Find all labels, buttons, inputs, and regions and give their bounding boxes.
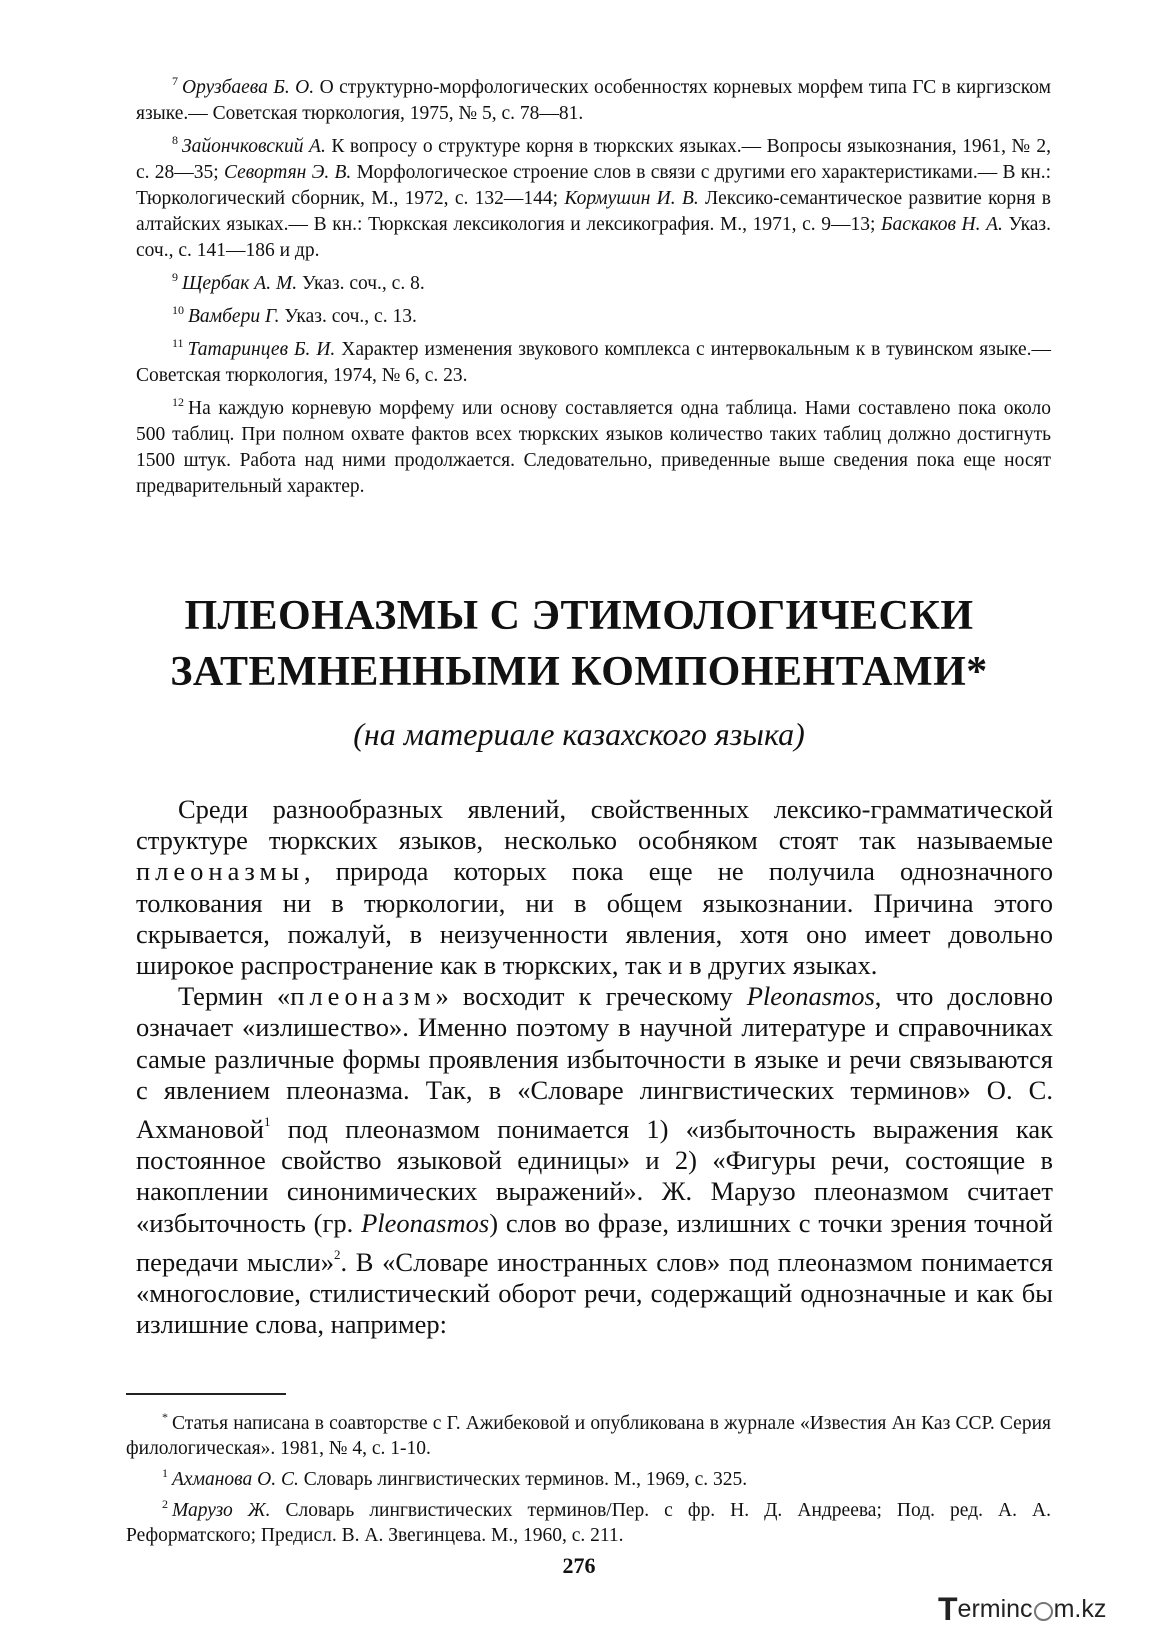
footnote-author: Ахманова О. С. xyxy=(172,1469,299,1490)
body-text: » восходит к греческому xyxy=(435,981,747,1012)
watermark-logo xyxy=(938,1591,1107,1627)
footnote-author: Татаринцев Б. И. xyxy=(187,339,336,360)
footnote-author: Севортян Э. В. xyxy=(224,162,352,183)
footnote-author: Щербак А. М. xyxy=(182,273,298,294)
footnote-author: Баскаков Н. А. xyxy=(881,214,1003,235)
footnote xyxy=(136,68,1051,127)
article-body xyxy=(136,794,1053,1340)
footnote xyxy=(126,1405,1051,1461)
footnote-number: 11 xyxy=(172,336,184,350)
article-title-line-1: ПЛЕОНАЗМЫ С ЭТИМОЛОГИЧЕСКИ xyxy=(184,593,974,639)
footnote-text: На каждую корневую морфему или основу составляется одна таблица. Нами составлено пока около 500 таблиц. При полном охвате фактов всех тюркских языков количество таких таблиц должно достигнуть 1500 штук. Работа над ними продолжается. Следовательно, приведенные выше сведения пока еще носят предварительный характер. xyxy=(136,398,1051,497)
footnote-text: Указ. соч., с. 141—186 и др. xyxy=(136,214,1051,261)
footnote xyxy=(136,389,1051,500)
footnote xyxy=(126,1461,1051,1492)
footnote xyxy=(126,1492,1051,1548)
footnote-number: 1 xyxy=(162,1466,168,1480)
footnote-number: * xyxy=(162,1410,168,1424)
body-text: Pleonasmos xyxy=(746,981,875,1012)
body-text: Термин « xyxy=(178,981,291,1012)
footnote-author: Орузбаева Б. О. xyxy=(182,77,315,98)
footnote-reference: 2 xyxy=(333,1246,341,1262)
article-title-line-2: ЗАТЕМНЕННЫМИ КОМПОНЕНТАМИ* xyxy=(170,649,988,695)
body-text: Pleonasmos xyxy=(361,1207,490,1238)
emphasized-term: плеоназм xyxy=(290,981,436,1012)
watermark-letter: T xyxy=(938,1591,958,1627)
footnote-author: Вамбери Г. xyxy=(188,306,280,327)
footnotes-bottom xyxy=(126,1405,1051,1548)
footnote xyxy=(136,127,1051,264)
footnote-text: К вопросу о структуре корня в тюркских языках.— Вопросы языкознания, 1961, № 2, с. 28—35; xyxy=(136,136,1051,183)
footnote-number: 8 xyxy=(172,133,178,147)
footnote-text: Характер изменения звукового комплекса с интервокальным к в тувинском языке.— Советская тюркология, 1974, № 6, с. 23. xyxy=(136,339,1051,386)
footnote xyxy=(136,264,1051,297)
footnote-divider xyxy=(126,1393,286,1395)
footnote-number: 2 xyxy=(162,1497,168,1511)
footnote-text: Словарь лингвистических терминов/Пер. с фр. Н. Д. Андреева; Под. ред. А. А. Реформатского; Предисл. В. А. Звегинцева. М., 1960, с. 211. xyxy=(126,1500,1051,1546)
footnotes-top xyxy=(136,68,1051,500)
body-paragraph xyxy=(136,981,1053,1340)
body-text: ) слов во фразе, излишних с точки зрения точной передачи мысли» xyxy=(136,1207,1053,1277)
footnote xyxy=(136,330,1051,389)
body-text: , природа которых пока еще не получила однозначного толкования ни в тюркологии, ни в общем языкознании. Причина этого скрывается, пожалуй, в неизученности явления, хотя оно имеет довольно широкое распространение как в тюркских, так и в других языках. xyxy=(136,856,1053,981)
body-paragraph xyxy=(136,794,1053,981)
footnote-number: 10 xyxy=(172,303,184,317)
footnote-number: 12 xyxy=(172,395,184,409)
footnote-text: Указ. соч., с. 8. xyxy=(297,273,425,294)
body-text: , что дословно означает «излишество». Именно поэтому в научной литературе и справочниках самые различные формы проявления избыточности в языке и речи связываются с явлением плеоназма. Так, в «Словаре лингвистических терминов» О. С. Ахмановой xyxy=(136,981,1054,1145)
footnote-number: 7 xyxy=(172,74,178,88)
watermark-circle-icon xyxy=(1034,1602,1053,1621)
article-subtitle: (на материале казахского языка) xyxy=(353,716,805,752)
footnote-text: Морфологическое строение слов в связи с другими его характеристиками.— В кн.: Тюркологический сборник, М., 1972, с. 132—144; xyxy=(136,162,1052,209)
footnote-reference: 1 xyxy=(263,1114,271,1130)
footnote-author: Зайончковский А. xyxy=(182,136,326,157)
footnote-number: 9 xyxy=(172,270,178,284)
watermark-mid: erminc xyxy=(957,1594,1033,1623)
footnote-text: Словарь лингвистических терминов. М., 1969, с. 325. xyxy=(298,1469,748,1490)
body-text: Среди разнообразных явлений, свойственных лексико-грамматической структуре тюркских языков, несколько особняком стоят так называемые xyxy=(136,794,1053,856)
footnote-text: Лексико-семантическое развитие корня в алтайских языках.— В кн.: Тюркская лексикология и лексикография. М., 1971, с. 9—13; xyxy=(136,188,1052,235)
page-number: 276 xyxy=(562,1553,596,1578)
watermark-end: m.kz xyxy=(1053,1594,1107,1623)
footnote-author: Кормушин И. В. xyxy=(564,188,699,209)
footnote-text: Статья написана в соавторстве с Г. Ажибековой и опубликована в журнале «Известия Ан Каз ССР. Серия филологическая». 1981, № 4, с. 1-10. xyxy=(126,1413,1051,1459)
emphasized-term: плеоназмы xyxy=(136,856,305,887)
body-text: . В «Словаре иностранных слов» под плеоназмом понимается «многословие, стилистический оборот речи, содержащий однозначные и как бы излишние слова, например: xyxy=(136,1246,1053,1340)
footnote-author: Марузо Ж. xyxy=(172,1500,271,1521)
footnote-text: Указ. соч., с. 13. xyxy=(279,306,417,327)
body-text: под плеоназмом понимается 1) «избыточность выражения как постоянное свойство языковой единицы» и 2) «Фигуры речи, состоящие в накоплении синонимических выражений». Ж. Марузо плеоназмом считает «избыточность (гр. xyxy=(136,1114,1053,1238)
footnote xyxy=(136,297,1051,330)
footnote-text: О структурно-морфологических особенностях корневых морфем типа ГС в киргизском языке.— Советская тюркология, 1975, № 5, с. 78—81. xyxy=(136,77,1051,124)
